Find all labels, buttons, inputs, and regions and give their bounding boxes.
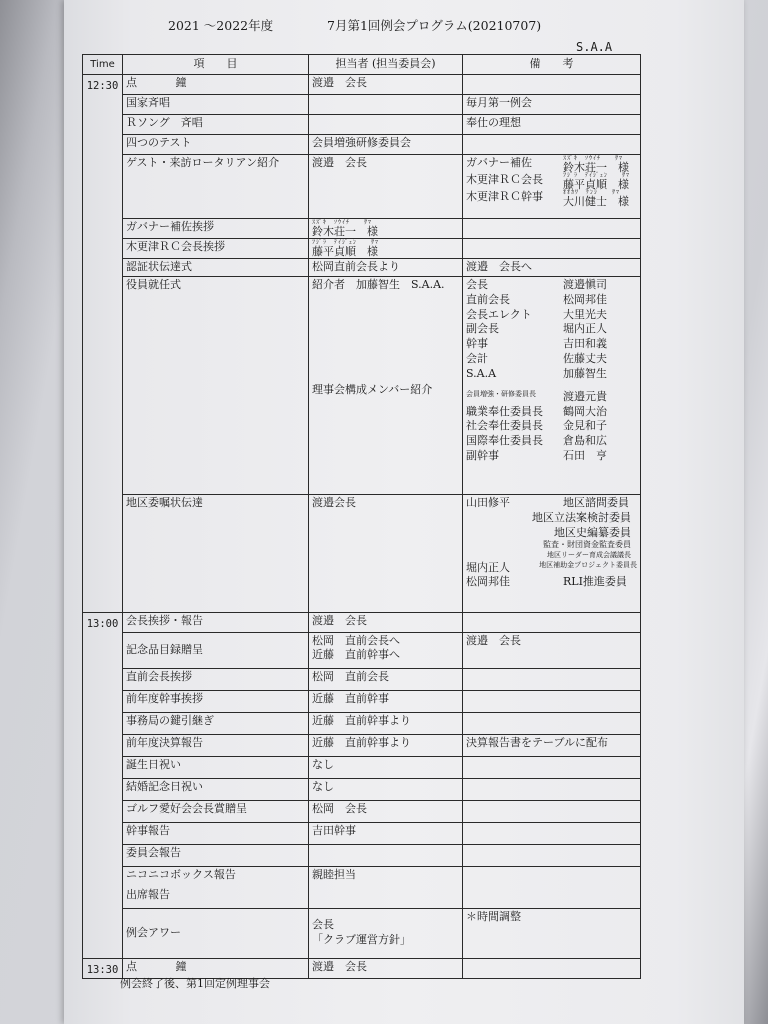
table-row	[83, 800, 641, 822]
person-cell: なし	[309, 756, 463, 778]
table-row	[83, 734, 641, 756]
notes-cell	[463, 778, 641, 800]
chair-entry: 会員増強・研修委員長 渡邉元貴	[466, 389, 607, 403]
table-row	[83, 908, 641, 958]
time-cell	[83, 668, 123, 690]
person-cell: 渡邉 会長	[309, 612, 463, 632]
col-header-notes: 備 考	[463, 55, 641, 75]
notes-cell	[463, 612, 641, 632]
time-cell	[83, 494, 123, 612]
col-header-time: Time	[83, 55, 123, 75]
notes-cell	[463, 866, 641, 908]
time-cell	[83, 908, 123, 958]
item-cell: Ｒソング 斉唱	[123, 114, 309, 134]
item-cell: 国家斉唱	[123, 94, 309, 114]
item-cell: 記念品目録贈呈	[123, 632, 309, 668]
table-row	[83, 866, 641, 908]
notes-cell	[463, 74, 641, 94]
footer-note: 例会終了後、第1回定例理事会	[120, 977, 270, 990]
chair-entry: 国際奉仕委員長 倉島和広	[466, 434, 607, 448]
person-cell: 松岡直前会長より	[309, 258, 463, 276]
item-cell: ゴルフ愛好会会長賞贈呈	[123, 800, 309, 822]
time-cell	[83, 632, 123, 668]
guest-entry: 木更津ＲＣ幹事 ｵｵｶﾜ ｹﾝｼ ｻﾏ 大川健士 様	[466, 188, 629, 208]
guest-entry: ガバナー補佐 ｽｽﾞｷ ｿｳｲﾁ ｻﾏ 鈴木荘一 様	[466, 154, 629, 174]
item-cell: ガバナー補佐挨拶	[123, 218, 309, 238]
officer-entry: S.A.A 加藤智生	[466, 366, 607, 380]
person-cell: ｽｽﾞｷ ｿｳｲﾁ ｻﾏ 鈴木荘一 様	[309, 218, 463, 238]
time-cell	[83, 94, 123, 114]
notes-cell	[463, 756, 641, 778]
item-cell: ニコニコボックス報告 出席報告	[123, 866, 309, 908]
col-header-person: 担当者 (担当委員会)	[309, 55, 463, 75]
item-cell: 木更津ＲＣ会長挨拶	[123, 238, 309, 258]
time-cell	[83, 844, 123, 866]
person-cell: 渡邉 会長	[309, 74, 463, 94]
notes-cell: 決算報告書をテーブルに配布	[463, 734, 641, 756]
person-cell: 近藤 直前幹事より	[309, 734, 463, 756]
table-row	[83, 690, 641, 712]
notes-cell	[463, 800, 641, 822]
person-cell: 渡邉会長	[309, 494, 463, 612]
time-cell	[83, 800, 123, 822]
item-cell: 誕生日祝い	[123, 756, 309, 778]
item-cell: 前年度幹事挨拶	[123, 690, 309, 712]
officer-entry: 会長 渡邉愼司	[466, 277, 607, 291]
time-cell	[83, 822, 123, 844]
officer-entry: 会計 佐藤丈夫	[466, 352, 607, 366]
table-row	[83, 74, 641, 94]
time-cell	[83, 712, 123, 734]
person-cell: 親睦担当	[309, 866, 463, 908]
fiscal-year: 2021 ～2022年度	[168, 18, 274, 33]
person-cell	[309, 844, 463, 866]
chair-entry: 副幹事 石田 亨	[466, 449, 607, 463]
person-cell: 松岡 会長	[309, 800, 463, 822]
notes-cell: 奉仕の理想	[463, 114, 641, 134]
table-row	[83, 114, 641, 134]
item-cell: 結婚記念日祝い	[123, 778, 309, 800]
person-cell: 松岡 直前会長	[309, 668, 463, 690]
time-cell	[83, 114, 123, 134]
notes-cell: ＊時間調整	[463, 908, 641, 958]
notes-cell: 渡邉 会長	[463, 632, 641, 668]
officer-entry: 幹事 吉田和義	[466, 337, 607, 351]
notes-cell	[463, 134, 641, 154]
item-cell: 点 鐘	[123, 74, 309, 94]
item-cell: 役員就任式	[123, 276, 309, 494]
guest-entry: 木更津ＲＣ会長 ﾌｼﾞﾗ ﾃｲｼﾞｭﾝ ｻﾏ 藤平貞順 様	[466, 171, 631, 191]
notes-cell	[463, 218, 641, 238]
time-1230: 12:30	[83, 74, 123, 94]
item-cell: 四つのテスト	[123, 134, 309, 154]
program-table	[82, 54, 640, 976]
person-cell: 近藤 直前幹事	[309, 690, 463, 712]
table-row	[83, 668, 641, 690]
time-cell	[83, 778, 123, 800]
person-cell: 紹介者 加藤智生 S.A.A. 理事会構成メンバー紹介	[309, 276, 463, 494]
officer-entry: 会長エレクト 大里光夫	[466, 307, 607, 321]
chair-entry: 社会奉仕委員長 金見和子	[466, 419, 607, 433]
item-cell: 前年度決算報告	[123, 734, 309, 756]
table-row	[83, 258, 641, 276]
table-row	[83, 276, 641, 494]
person-cell: なし	[309, 778, 463, 800]
time-cell	[83, 866, 123, 908]
person-cell: 近藤 直前幹事より	[309, 712, 463, 734]
notes-cell	[463, 958, 641, 978]
notes-cell	[463, 822, 641, 844]
notes-cell	[463, 712, 641, 734]
table-row	[83, 612, 641, 632]
item-cell: 幹事報告	[123, 822, 309, 844]
item-cell: 委員会報告	[123, 844, 309, 866]
time-cell	[83, 276, 123, 494]
time-1330: 13:30	[83, 958, 123, 978]
time-cell	[83, 734, 123, 756]
item-cell: 点 鐘	[123, 958, 309, 978]
item-cell: 例会アワー	[123, 908, 309, 958]
table-row	[83, 494, 641, 612]
notes-cell	[463, 276, 641, 494]
notes-cell	[463, 844, 641, 866]
person-cell: 会長 「クラブ運営方針」	[309, 908, 463, 958]
table-row	[83, 822, 641, 844]
time-cell	[83, 258, 123, 276]
notes-cell: 毎月第一例会	[463, 94, 641, 114]
person-cell: 吉田幹事	[309, 822, 463, 844]
table-row	[83, 134, 641, 154]
chair-entry: 職業奉仕委員長 鶴岡大治	[466, 404, 607, 418]
table-row	[83, 94, 641, 114]
time-cell	[83, 690, 123, 712]
notes-cell: 渡邉 会長へ	[463, 258, 641, 276]
item-cell: 地区委嘱状伝達	[123, 494, 309, 612]
notes-cell	[463, 690, 641, 712]
table-row	[83, 712, 641, 734]
table-row	[83, 154, 641, 218]
item-cell: 直前会長挨拶	[123, 668, 309, 690]
time-cell	[83, 218, 123, 238]
officer-entry: 直前会長 松岡邦佳	[466, 292, 607, 306]
saa-label: S.A.A	[576, 40, 613, 54]
item-cell: 事務局の鍵引継ぎ	[123, 712, 309, 734]
notes-cell	[463, 154, 641, 218]
officer-entry: 副会長 堀内正人	[466, 322, 607, 336]
table-row	[83, 756, 641, 778]
person-cell: 渡邉 会長	[309, 958, 463, 978]
time-cell	[83, 134, 123, 154]
notes-cell: 山田修平 地区諮問委員 地区立法案検討委員 地区史編纂委員 監査・財団資金監査委員 地区リーダー育成会議議長 堀内正人 地区補助金プロジェクト委員長 松岡邦佳 RLI推進委員	[463, 494, 641, 612]
time-cell	[83, 756, 123, 778]
time-1300: 13:00	[83, 612, 123, 632]
notes-cell	[463, 668, 641, 690]
item-cell: 会長挨拶・報告	[123, 612, 309, 632]
person-cell: ﾌｼﾞﾗ ﾃｲｼﾞｭﾝ ｻﾏ 藤平貞順 様	[309, 238, 463, 258]
time-cell	[83, 238, 123, 258]
document-title: 7月第1回例会プログラム(20210707)	[327, 18, 542, 33]
table-row	[83, 238, 641, 258]
person-cell: 会員増強研修委員会	[309, 134, 463, 154]
item-cell: 認証状伝達式	[123, 258, 309, 276]
time-cell	[83, 154, 123, 218]
table-row	[83, 844, 641, 866]
notes-cell	[463, 238, 641, 258]
table-row	[83, 218, 641, 238]
person-cell: 渡邉 会長	[309, 154, 463, 218]
table-row	[83, 778, 641, 800]
person-cell	[309, 114, 463, 134]
table-row	[83, 632, 641, 668]
item-cell: ゲスト・来訪ロータリアン紹介	[123, 154, 309, 218]
person-cell	[309, 94, 463, 114]
person-cell: 松岡 直前会長へ 近藤 直前幹事へ	[309, 632, 463, 668]
col-header-item: 項 目	[123, 55, 309, 75]
